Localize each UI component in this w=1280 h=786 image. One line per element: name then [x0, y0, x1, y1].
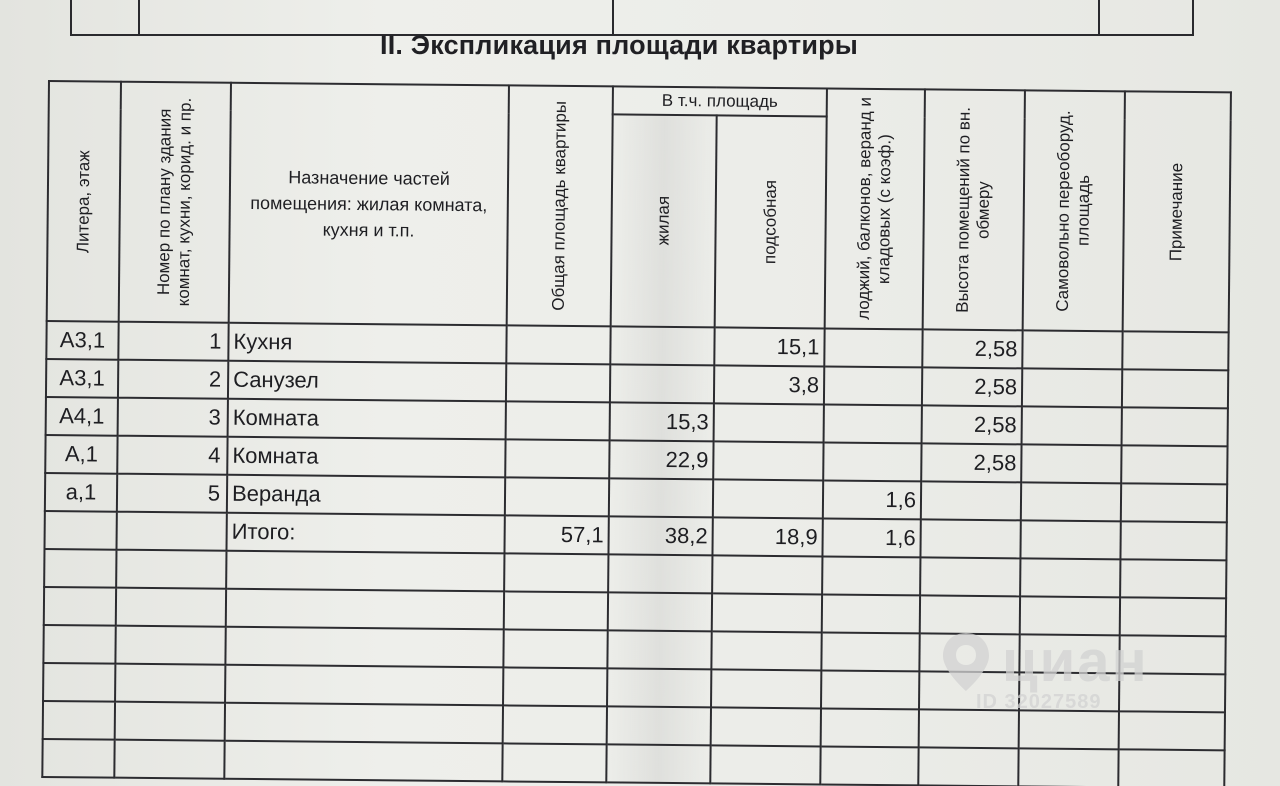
cell-zhilaya: 15,3 — [610, 402, 714, 441]
cell-obshaya — [505, 439, 609, 478]
header-vysota: Высота помещений по вн. обмеру — [923, 89, 1025, 330]
header-primechanie: Примечание — [1123, 91, 1231, 332]
total-obshaya: 57,1 — [504, 515, 608, 554]
header-naznachenie: Назначение частей помещения: жилая комната, кухня и т.п. — [229, 83, 509, 326]
cell-primechanie — [1122, 407, 1228, 446]
cell-primechanie — [1122, 331, 1228, 370]
header-vtch: В т.ч. площадь — [613, 86, 827, 116]
cell-litera — [44, 511, 116, 550]
cell-name: Веранда — [227, 475, 505, 516]
cell-primechanie — [1122, 369, 1228, 408]
cell-name: Санузел — [228, 361, 506, 402]
cell-podsobnaya: 15,1 — [714, 327, 824, 366]
cell-vysota: 2,58 — [922, 329, 1022, 368]
cell-nomer: 3 — [118, 398, 228, 437]
cell-nomer: 5 — [117, 474, 227, 513]
cell-name: Комната — [228, 399, 506, 440]
header-podsobnaya: подсобная — [715, 116, 827, 329]
table-divider — [612, 0, 614, 34]
cell-obshaya — [506, 325, 610, 364]
cell-primechanie — [1121, 483, 1227, 522]
cell-litera: А4,1 — [46, 397, 118, 436]
cell-litera: А,1 — [45, 435, 117, 474]
cell-podsobnaya: 3,8 — [714, 365, 824, 404]
header-lodzhiy: лоджий, балконов, веранд и кладовых (с коэф.) — [825, 88, 925, 329]
cell-samovolno — [1020, 520, 1120, 559]
cell-samovolno — [1022, 368, 1122, 407]
cell-obshaya — [506, 363, 610, 402]
cell-nomer: 2 — [118, 360, 228, 399]
table-divider — [138, 0, 140, 34]
header-litera: Литера, этаж — [47, 81, 121, 322]
cell-samovolno — [1022, 330, 1122, 369]
watermark-logo-text: циан — [1002, 629, 1149, 694]
cell-litera: А3,1 — [46, 359, 118, 398]
cell-podsobnaya — [713, 479, 823, 518]
cell-vysota — [920, 519, 1020, 558]
cell-samovolno — [1021, 482, 1121, 521]
cell-primechanie — [1121, 445, 1227, 484]
header-samovolno: Самовольно переоборуд. площадь — [1023, 90, 1125, 331]
header-nomer: Номер по плану здания комнат, кухни, корид. и пр. — [119, 82, 231, 323]
total-podsobnaya: 18,9 — [712, 517, 822, 556]
cell-samovolno — [1021, 444, 1121, 483]
cell-zhilaya — [609, 478, 713, 517]
explication-table — [41, 80, 1232, 786]
cell-primechanie — [1120, 521, 1226, 560]
cell-obshaya — [505, 477, 609, 516]
cell-samovolno — [1022, 406, 1122, 445]
cell-lodzhiy — [824, 366, 922, 405]
cell-lodzhiy — [824, 404, 922, 443]
cell-vysota: 2,58 — [921, 443, 1021, 482]
cell-litera: А3,1 — [46, 321, 118, 360]
watermark-id: ID 32027589 — [976, 691, 1102, 713]
total-lodzhiy: 1,6 — [822, 518, 920, 557]
cell-vysota — [921, 481, 1021, 520]
cell-nomer — [116, 512, 226, 551]
total-label: Итого: — [226, 513, 504, 554]
cell-zhilaya: 22,9 — [609, 440, 713, 479]
total-zhilaya: 38,2 — [608, 516, 712, 555]
header-obshaya: Общая площадь квартиры — [507, 85, 613, 326]
cell-podsobnaya — [713, 441, 823, 480]
cell-obshaya — [506, 401, 610, 440]
cell-lodzhiy: 1,6 — [823, 480, 921, 519]
cell-lodzhiy — [824, 328, 922, 367]
cell-name: Комната — [227, 437, 505, 478]
cell-nomer: 4 — [117, 436, 227, 475]
cell-podsobnaya — [714, 403, 824, 442]
table-divider — [1098, 0, 1100, 34]
cell-name: Кухня — [228, 323, 506, 364]
page-title: II. Экспликация площади квартиры — [380, 30, 859, 60]
cell-vysota: 2,58 — [922, 405, 1022, 444]
cell-nomer: 1 — [118, 322, 228, 361]
cell-litera: а,1 — [45, 473, 117, 512]
cell-zhilaya — [610, 326, 714, 365]
cell-zhilaya — [610, 364, 714, 403]
cell-lodzhiy — [823, 442, 921, 481]
header-zhilaya: жилая — [611, 115, 717, 328]
cell-vysota: 2,58 — [922, 367, 1022, 406]
